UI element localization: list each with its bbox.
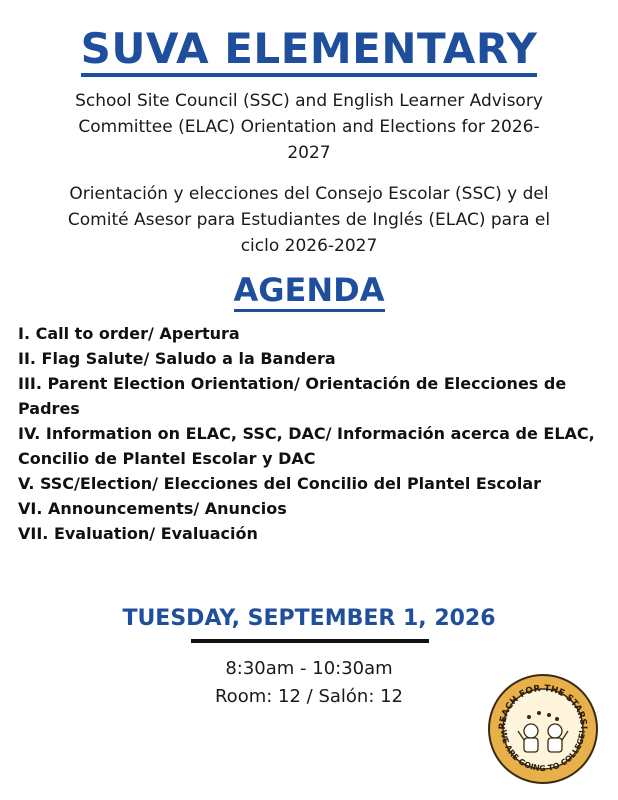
- school-seal-logo: [487, 673, 599, 785]
- subtitle-spanish: Orientación y elecciones del Consejo Escolar (SSC) y del Comité Asesor para Estudiantes de Inglés (ELAC) para el ciclo 2026-2027: [67, 184, 551, 256]
- event-time: 8:30am - 10:30am: [225, 658, 393, 679]
- agenda-heading-text: AGENDA: [234, 271, 385, 312]
- event-date: TUESDAY, SEPTEMBER 1, 2026: [122, 606, 496, 631]
- agenda-item: VII. Evaluation/ Evaluación: [18, 524, 258, 543]
- school-name-title: [0, 24, 618, 74]
- agenda-item: V. SSC/Election/ Elecciones del Concilio del Plantel Escolar: [18, 474, 542, 493]
- seal-bottom-text: WE ARE GOING TO COLLEGE!: [498, 729, 588, 774]
- agenda-heading: [0, 270, 618, 310]
- agenda-item: III. Parent Election Orientation/ Orientación de Elecciones de Padres: [18, 374, 567, 418]
- divider-rule: [191, 639, 429, 643]
- agenda-item: IV. Information on ELAC, SSC, DAC/ Información acerca de ELAC, Concilio de Plantel Escolar y DAC: [18, 424, 595, 468]
- seal-top-text: REACH FOR THE STARS!: [497, 683, 589, 730]
- agenda-item: VI. Announcements/ Anuncios: [18, 499, 287, 518]
- agenda-list: [18, 321, 603, 546]
- agenda-item: I. Call to order/ Apertura: [18, 324, 240, 343]
- event-room: Room: 12 / Salón: 12: [214, 686, 404, 707]
- school-name-text: SUVA ELEMENTARY: [81, 24, 538, 77]
- subtitle-english: School Site Council (SSC) and English Learner Advisory Committee (ELAC) Orientation and Elections for 2026-2027: [75, 91, 543, 163]
- agenda-item: II. Flag Salute/ Saludo a la Bandera: [18, 349, 336, 368]
